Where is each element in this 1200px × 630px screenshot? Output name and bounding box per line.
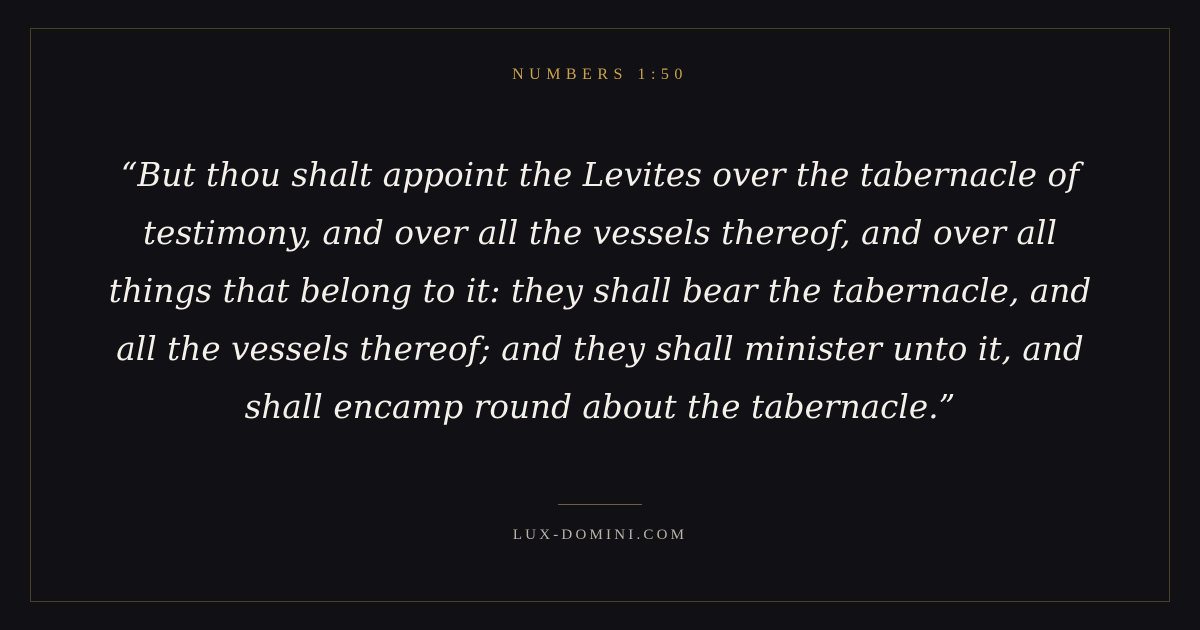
quote-container: [100, 146, 1100, 436]
divider: [558, 504, 642, 505]
quote-text: “But thou shalt appoint the Levites over the tabernacle of testimony, and over all the vessels thereof, and over all things that belong to it: they shall bear the tabernacle, and all the vessels thereof; and they shall minister unto it, and shall encamp round about the tabernacle.”: [108, 156, 1092, 426]
site-credit: LUX-DOMINI.COM: [512, 527, 688, 543]
scripture-reference: NUMBERS 1:50: [512, 66, 688, 83]
